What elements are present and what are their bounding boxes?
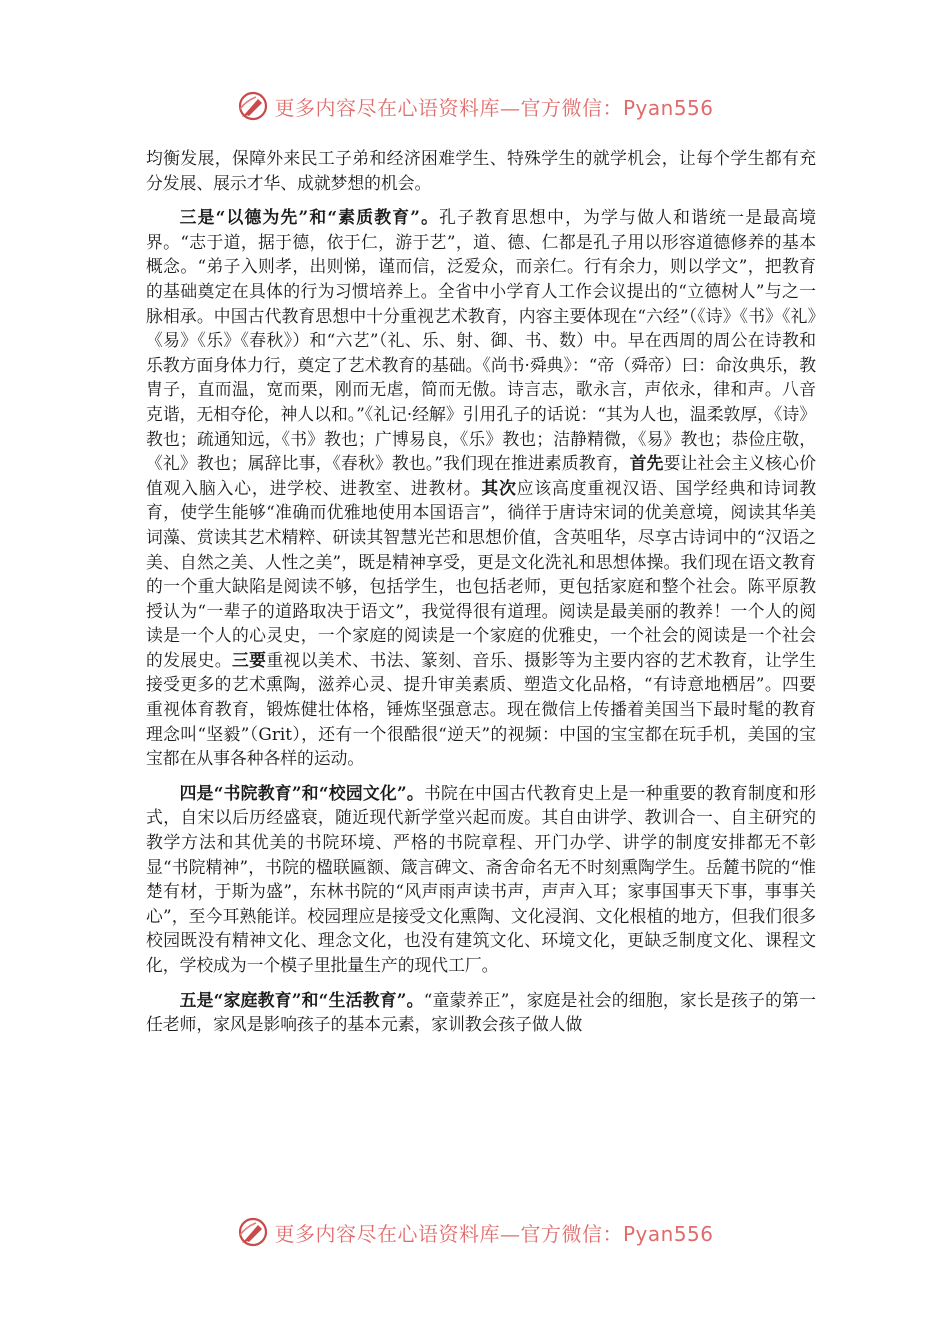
paragraph-2-text-a: 孔子教育思想中，为学与做人和谐统一是最高境界。“志于道，据于德，依于仁，游于艺”，道、德、仁都是孔子用以形容道德修养的基本概念。“弟子入则孝，出则悌，谨而信，泛爱众，而亲仁。行有余力，则以学文”，把教育的基础奠定在具体的行为习惯培养上。全省中小学育人工作会议提出的“立德树人”与之一脉相承。中国古代教育思想中十分重视艺术教育，内容主要体现在“六经”（《诗》《书》《礼》《易》《乐》《春秋》）和“六艺”（礼、乐、射、御、书、数）中。早在西周的周公在诗教和乐教方面身体力行，奠定了艺术教育的基础。《尚书·舜典》：“帝（舜帝）曰：命汝典乐，教胄子，直而温，宽而栗，刚而无虐，简而无傲。诗言志，歌永言，声依永，律和声。八音克谐，无相夺伦，神人以和。”《礼记·经解》引用孔子的话说：“其为人也，温柔敦厚，《诗》教也；疏通知远，《书》教也；广博易良，《乐》教也；洁静精微，《易》教也；恭俭庄敬，《礼》教也；属辞比事，《春秋》教也。”我们现在推进素质教育， xyxy=(146,207,816,474)
watermark-wechat-id: Pyan556 xyxy=(622,95,714,120)
paragraph-1: 均衡发展，保障外来民工子弟和经济困难学生、特殊学生的就学机会，让每个学生都有充分发展、展示才华、成就梦想的机会。 xyxy=(146,148,816,193)
paragraph-2-bold-first: 首先 xyxy=(629,453,664,474)
document-body xyxy=(146,146,816,1047)
watermark-wechat-id: Pyan556 xyxy=(622,1221,714,1246)
header-watermark-text xyxy=(274,92,713,121)
footer-watermark-banner xyxy=(0,1212,950,1252)
paragraph-3 xyxy=(146,781,816,978)
pen-nib-logo-icon xyxy=(236,89,270,123)
paragraph-2-bold-second: 其次 xyxy=(481,477,517,498)
paragraph-2-text-d: 应该高度重视汉语、国学经典和诗词教育，使学生能够“准确而优雅地使用本国语言”，徜徉于唐诗宋词的优美意境，阅读其华美词藻、赏读其艺术精粹、研读其智慧光芒和思想价值，含英咀华，尽享古诗词中的“汉语之美、自然之美、人性之美”，既是精神享受，更是文化洗礼和思想体操。我们现在语文教育的一个重大缺陷是阅读不够，包括学生，也包括老师，更包括家庭和整个社会。陈平原教授认为“一辈子的道路取决于语文”，我觉得很有道理。阅读是最美丽的教养！一个人的阅读是一个人的心灵史，一个家庭的阅读是一个家庭的优雅史，一个社会的阅读是一个社会的发展史。 xyxy=(146,477,816,670)
paragraph-4 xyxy=(146,988,816,1037)
paragraph-3-heading: 四是“书院教育”和“校园文化”。 xyxy=(179,782,424,803)
pen-nib-logo-icon xyxy=(236,1215,270,1249)
paragraph-2-text-e: 重视以美术、书法、篆刻、音乐、摄影等为主要内容的艺术教育，让学生接受更多的艺术熏陶，滋养心灵、提升审美素质、塑造文化品格，“有诗意地栖居”。四要重视体育教育，锻炼健壮体格，锤炼坚强意志。现在微信上传播着美国当下最时髦的教育理念叫“坚毅”（Grit），还有一个很酷很“逆天”的视频：中国的宝宝都在玩手机，美国的宝宝都在从事各种各样的运动。 xyxy=(146,649,816,769)
watermark-prefix: 更多内容尽在心语资料库—官方微信： xyxy=(274,1221,623,1246)
paragraph-2-heading: 三是“以德为先”和“素质教育”。 xyxy=(179,207,440,228)
paragraph-3-text: 书院在中国古代教育史上是一种重要的教育制度和形式，自宋以后历经盛衰，随近现代新学堂兴起而废。其自由讲学、教训合一、自主研究的教学方法和其优美的书院环境、严格的书院章程、开门办学、讲学的制度安排都无不彰显“书院精神”，书院的楹联匾额、箴言碑文、斋舍命名无不时刻熏陶学生。岳麓书院的“惟楚有材，于斯为盛”，东林书院的“风声雨声读书声，声声入耳；家事国事天下事，事事关心”，至今耳熟能详。校园理应是接受文化熏陶、文化浸润、文化根植的地方，但我们很多校园既没有精神文化、理念文化，也没有建筑文化、环境文化，更缺乏制度文化、课程文化，学校成为一个模子里批量生产的现代工厂。 xyxy=(146,782,816,975)
watermark-prefix: 更多内容尽在心语资料库—官方微信： xyxy=(274,95,623,120)
paragraph-4-text: “童蒙养正”，家庭是社会的细胞，家长是孩子的第一任老师，家风是影响孩子的基本元素，家训教会孩子做人做 xyxy=(146,989,816,1035)
header-watermark-banner xyxy=(0,86,950,126)
paragraph-4-heading: 五是“家庭教育”和“生活教育”。 xyxy=(179,989,424,1010)
paragraph-2 xyxy=(146,205,816,771)
paragraph-2-text-c: 要让社会主义核心价值观入脑入心，进学校、进教室、进教材。 xyxy=(146,453,816,498)
footer-watermark-text xyxy=(274,1218,713,1247)
paragraph-2-bold-third: 三要 xyxy=(231,649,267,670)
